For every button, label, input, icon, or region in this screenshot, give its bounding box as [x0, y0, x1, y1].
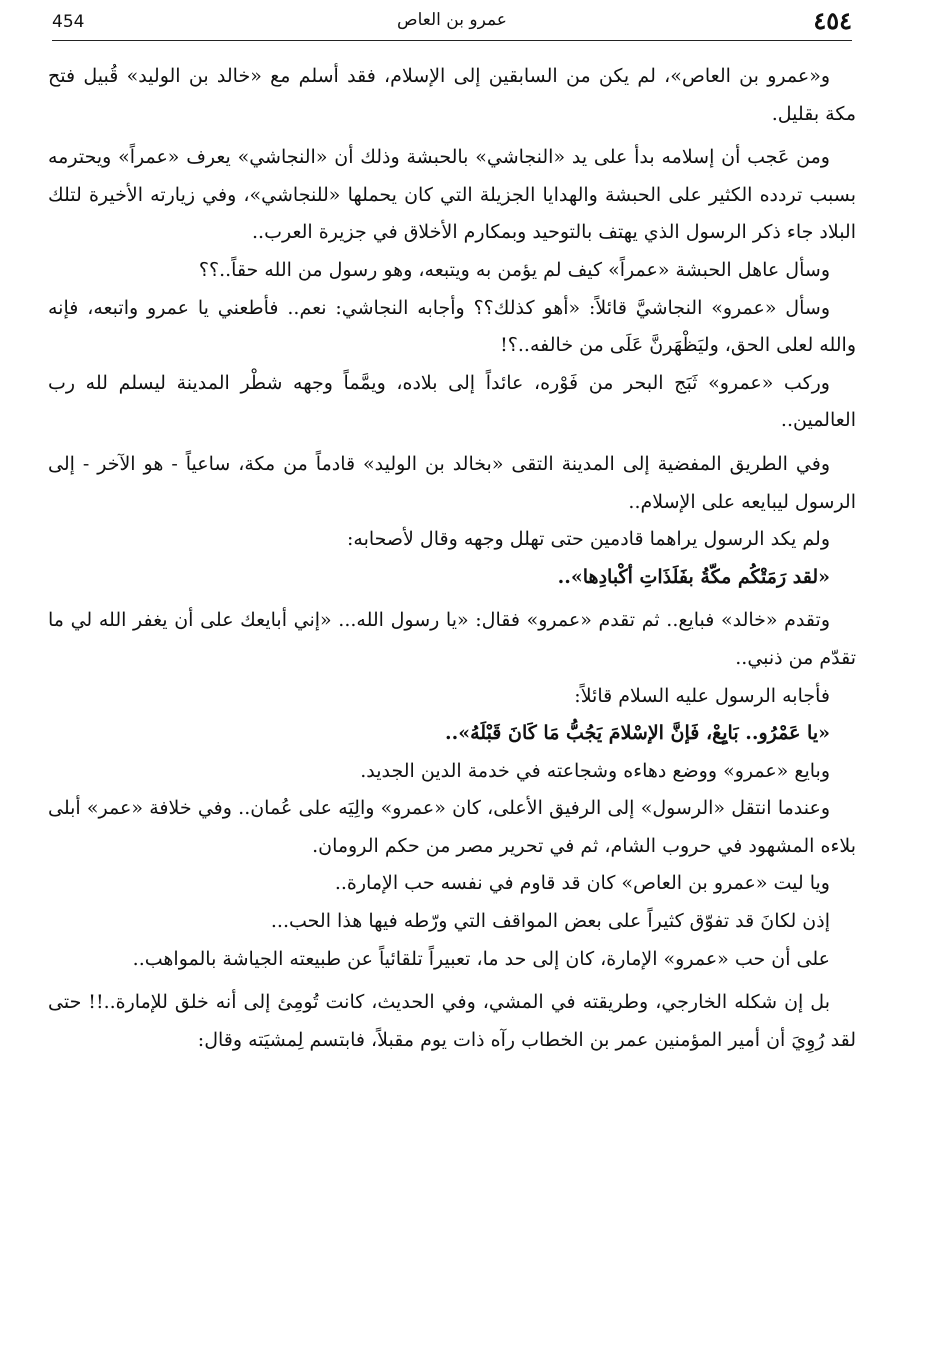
paragraph: ومن عَجب أن إسلامه بدأ على يد «النجاشي» بالحبشة وذلك أن «النجاشي» يعرف «عمراً» ويحترمه بسبب تردده الكثير على الحبشة والهدايا الجزيلة التي كان يحملها «للنجاشي»، وفي زيارته الأخيرة لتلك البلاد جاء ذكر الرسول الذي يهتف بالتوحيد وبمكارم الأخلاق في جزيرة العرب..: [48, 146, 856, 244]
running-title: عمرو بن العاص: [397, 10, 507, 30]
paragraph: ويا ليت «عمرو بن العاص» كان قد قاوم في نفسه حب الإمارة..: [334, 872, 830, 895]
paragraph: وسأل «عمرو» النجاشيَّ قائلاً: «أهو كذلك؟؟ وأجابه النجاشي: نعم.. فأطعني يا عمرو واتبعه، فإنه والله لعلى الحق، وليَظْهَرنَّ عَلَى من خالفه..؟!: [48, 296, 856, 357]
page-header: [52, 6, 852, 41]
paragraph: بل إن شكله الخارجي، وطريقته في المشي، وفي الحديث، كانت تُومِئ إلى أنه خلق للإمارة..!! حتى لقد رُوِيَ أن أمير المؤمنين عمر بن الخطاب رآه ذات يوم مقبلاً، فابتسم لِمشيَته وقال:: [48, 991, 856, 1051]
paragraph: ولم يكد الرسول يراهما قادمين حتى تهلل وجهه وقال لأصحابه:: [346, 528, 830, 551]
paragraph: فأجابه الرسول عليه السلام قائلاً:: [574, 684, 830, 707]
paragraph: وسأل عاهل الحبشة «عمراً» كيف لم يؤمن به ويتبعه، وهو رسول من الله حقاً..؟؟: [198, 258, 830, 281]
hadith-quote: «لقد رَمَتْكُم مكّةُ بفَلَذَاتِ أكْبادِها»..: [557, 565, 830, 588]
paragraph: وبايع «عمرو» ووضع دهاءه وشجاعته في خدمة الدين الجديد.: [360, 759, 830, 782]
page-number-latin: 454: [52, 12, 85, 32]
paragraph: و«عمرو بن العاص»، لم يكن من السابقين إلى الإسلام، فقد أسلم مع «خالد بن الوليد» قُبيل فتح مكة بقليل.: [48, 65, 856, 125]
paragraph: إذن لكانَ قد تفوّق كثيراً على بعض المواقف التي ورّطه فيها هذا الحب...: [270, 910, 830, 933]
paragraph: وعندما انتقل «الرسول» إلى الرفيق الأعلى، كان «عمرو» والِيَه على عُمان.. وفي خلافة «عمر» أبلى بلاءه المشهود في حروب الشام، ثم في تحرير مصر من حكم الرومان.: [48, 797, 856, 857]
paragraph: وتقدم «خالد» فبايع.. ثم تقدم «عمرو» فقال: «يا رسول الله... «إني أبايعك على أن يغفر الله لي ما تقدّم من ذنبي..: [48, 609, 856, 669]
paragraph: على أن حب «عمرو» الإمارة، كان إلى حد ما، تعبيراً تلقائياً عن طبيعته الجياشة بالمواهب..: [132, 947, 830, 970]
paragraph: وركب «عمرو» ثَبَج البحر من فَوْره، عائداً إلى بلاده، ويمَّماً وجهه شطْر المدينة ليسلم لله رب العالمين..: [48, 371, 856, 432]
body-text: [48, 58, 856, 1059]
paragraph: وفي الطريق المفضية إلى المدينة التقى «بخالد بن الوليد» قادماً من مكة، ساعياً - هو الآخر - إلى الرسول ليبايعه على الإسلام..: [48, 452, 856, 513]
hadith-quote: «يا عَمْرُو.. بَايِعْ، فَإنَّ الإسْلامَ يَجُبُّ مَا كَانَ قَبْلَهُ»..: [444, 722, 830, 745]
page-number-arabic: ٤٥٤: [813, 6, 852, 35]
